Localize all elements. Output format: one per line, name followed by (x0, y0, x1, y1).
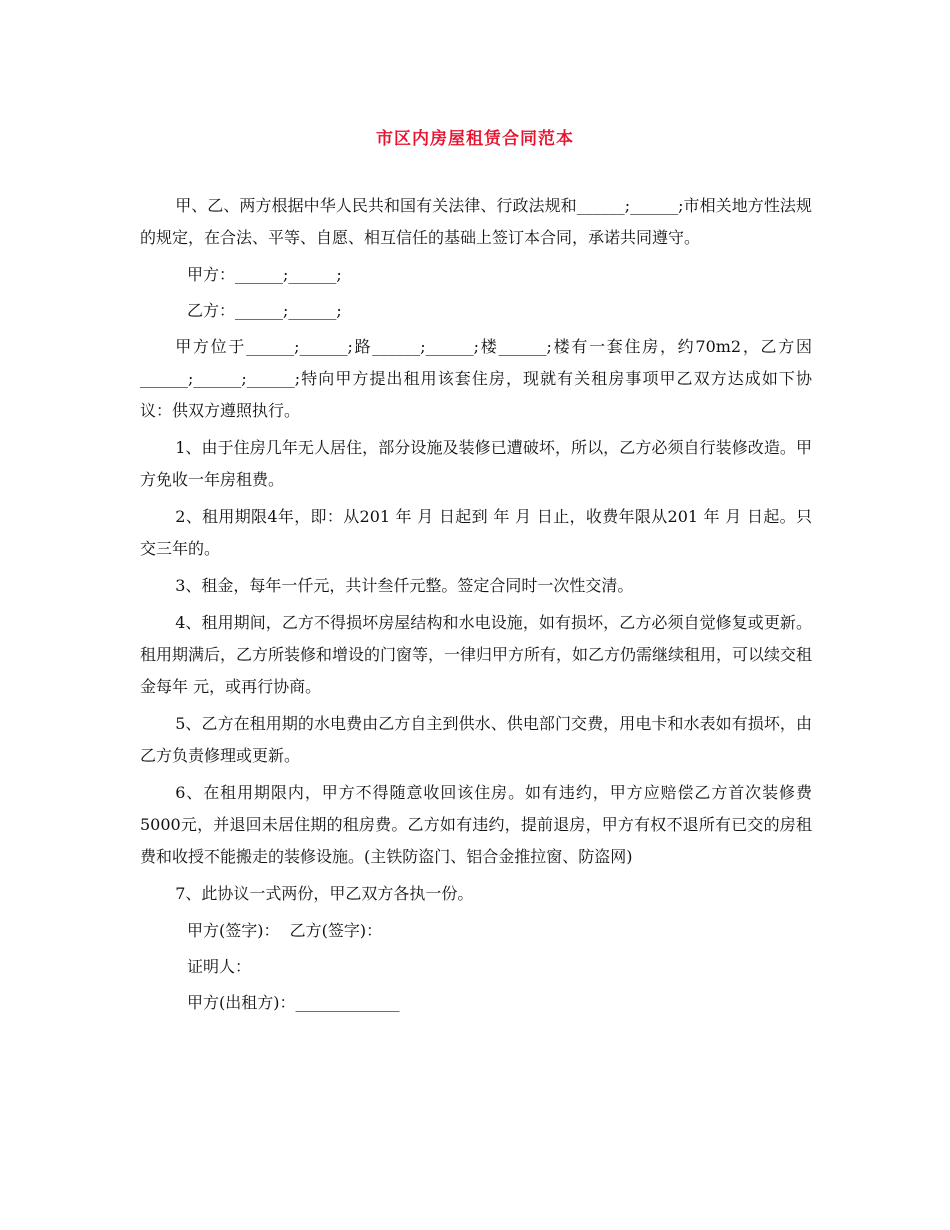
clause-2: 2、租用期限4年，即：从201 年 月 日起到 年 月 日止，收费年限从201 年 月 日起。只交三年的。 (140, 507, 812, 558)
clause-3: 3、租金，每年一仟元，共计叁仟元整。签定合同时一次性交清。 (175, 576, 634, 595)
document-title: 市区内房屋租赁合同范本 (376, 129, 574, 149)
document-body (140, 190, 812, 1023)
signature-line: 甲方(签字)： 乙方(签字)： (187, 921, 383, 940)
clause-7: 7、此协议一式两份，甲乙双方各执一份。 (175, 884, 474, 903)
clause-1: 1、由于住房几年无人居住，部分设施及装修已遭破坏，所以，乙方必须自行装修改造。甲方免收一年房租费。 (140, 438, 812, 489)
party-b-line: 乙方：______;______; (187, 301, 342, 320)
location-paragraph: 甲方位于______;______;路______;______;楼______;楼有一套住房，约70m2，乙方因______;______;______;特向甲方提出租用该套住房，现就有关租房事项甲乙双方达成如下协议：供双方遵照执行。 (140, 337, 812, 420)
clause-6: 6、在租用期限内，甲方不得随意收回该住房。如有违约，甲方应赔偿乙方首次装修费5000元，并退回未居住期的租房费。乙方如有违约，提前退房，甲方有权不退所有已交的房租费和收授不能搬走的装修设施。(主铁防盗门、铝合金推拉窗、防盗网) (140, 783, 812, 866)
party-a-line: 甲方：______;______; (187, 265, 342, 284)
lessor-line: 甲方(出租方)：_____________ (187, 993, 400, 1012)
intro-paragraph: 甲、乙、两方根据中华人民共和国有关法律、行政法规和______;______;市相关地方性法规的规定，在合法、平等、自愿、相互信任的基础上签订本合同，承诺共同遵守。 (140, 196, 812, 247)
witness-line: 证明人： (187, 957, 252, 976)
clause-5: 5、乙方在租用期的水电费由乙方自主到供水、供电部门交费，用电卡和水表如有损坏，由乙方负责修理或更新。 (140, 714, 812, 765)
clause-4: 4、租用期间，乙方不得损坏房屋结构和水电设施，如有损坏，乙方必须自觉修复或更新。租用期满后，乙方所装修和增设的门窗等，一律归甲方所有，如乙方仍需继续租用，可以续交租金每年 元，或再行协商。 (140, 613, 813, 696)
